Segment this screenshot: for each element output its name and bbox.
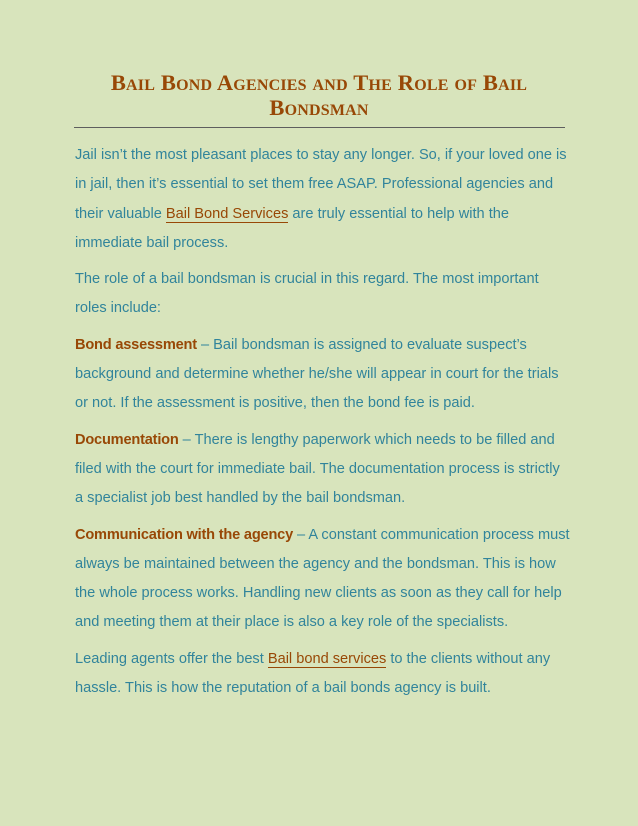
closing-text-after-link: to the clients without any hassle. This is how the reputation of a bail bonds agency is built. — [75, 650, 551, 697]
documentation-text: – There is lengthy paperwork which needs to be filled and filed with the court for immediate bail. The documentation process is strictly a specialist job best handled by the bail bondsman. — [75, 431, 560, 507]
bail-bond-services-link-2[interactable]: Bail bond services — [267, 650, 387, 667]
roles-intro-paragraph: The role of a bail bondsman is crucial in this regard. The most important roles include: — [75, 271, 539, 317]
page-title-line-2: Bondsman — [269, 95, 369, 120]
title-divider — [74, 127, 565, 128]
communication-text: – A constant communication process must always be maintained between the agency and the bondsman. This is how the whole process works. Handling new clients as soon as they call for help and meeting them at their place is also a key role of the specialists. — [75, 526, 570, 631]
communication-paragraph — [75, 521, 570, 638]
bond-assessment-term: Bond assessment — [75, 336, 197, 353]
documentation-paragraph — [75, 426, 570, 514]
closing-text-before-link: Leading agents offer the best — [75, 650, 268, 667]
bond-assessment-text: – Bail bondsman is assigned to evaluate suspect’s background and determine whether he/she will appear in court for the trials or not. If the assessment is positive, then the bond fee is paid. — [75, 336, 559, 412]
bail-bond-services-link[interactable]: Bail Bond Services — [165, 205, 289, 222]
page-title — [74, 70, 564, 120]
bond-assessment-paragraph — [75, 331, 570, 419]
intro-paragraph — [75, 141, 570, 258]
communication-term: Communication with the agency — [75, 526, 293, 543]
documentation-term: Documentation — [75, 431, 179, 448]
page-title-line-1: Bail Bond Agencies and The Role of Bail — [110, 70, 528, 95]
intro-text-before-link: Jail isn’t the most pleasant places to stay any longer. So, if your loved one is in jail, then it’s essential to set them free ASAP. Professional agencies and their valuable — [75, 147, 567, 222]
closing-paragraph — [75, 645, 570, 704]
intro-text-after-link: are truly essential to help with the immediate bail process. — [75, 205, 510, 251]
document-body — [75, 141, 570, 710]
